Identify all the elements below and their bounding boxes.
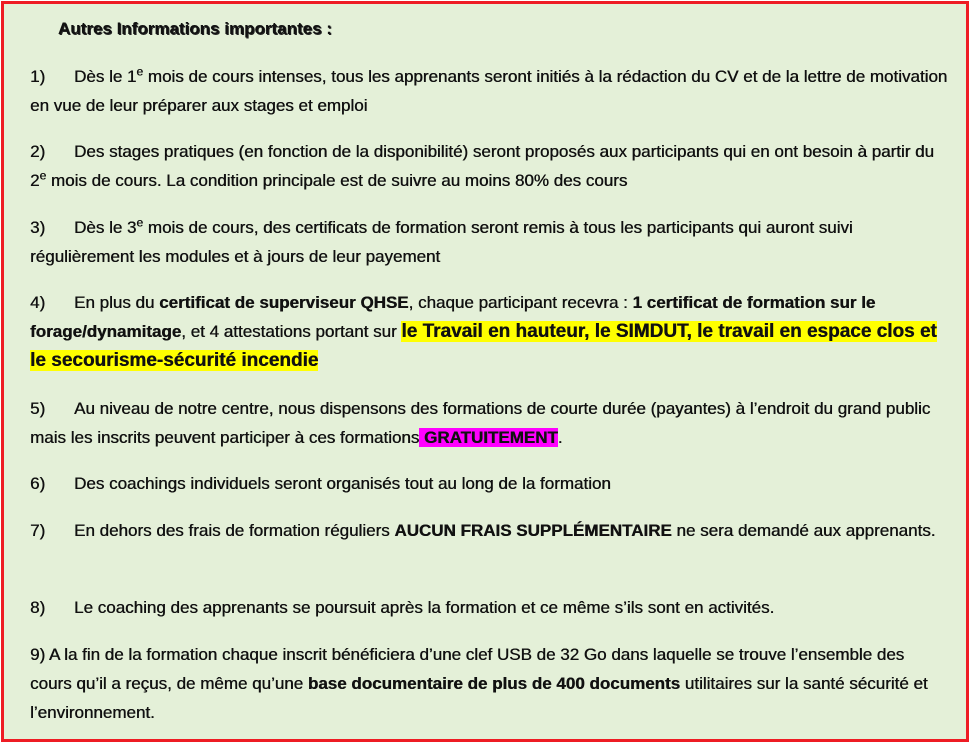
list-item-5: 5) Au niveau de notre centre, nous dispensons des formations de courte durée (payantes) à l’endroit du grand public mais les inscrits peuvent participer à ces formations GRATUITEMENT.: [30, 394, 950, 452]
list-item-4: 4) En plus du certificat de superviseur QHSE, chaque participant recevra : 1 certificat de formation sur le forage/dynamitage, et 4 attestations portant sur le Travail en hauteur, le SIMDUT, le travail en espace clos et le secourisme-sécurité incendie: [30, 288, 950, 375]
item-number: 6): [30, 474, 46, 493]
list-item-1: 1) Dès le 1e mois de cours intenses, tous les apprenants seront initiés à la rédaction du CV et de la lettre de motivation en vue de leur préparer aux stages et emploi: [30, 62, 950, 120]
info-box: [1, 1, 969, 742]
highlight-certifications: le Travail en hauteur, le SIMDUT, le travail en espace clos et le secourisme-sécurité incendie: [30, 321, 937, 371]
list-item-3: 3) Dès le 3e mois de cours, des certificats de formation seront remis à tous les participants qui auront suivi régulièrement les modules et à jours de leur payement: [30, 213, 950, 271]
item-number: 8): [30, 598, 46, 617]
section-title: Autres Informations importantes :: [58, 19, 332, 38]
item-number: 5): [30, 399, 46, 418]
list-item-2: 2) Des stages pratiques (en fonction de la disponibilité) seront proposés aux participants qui en ont besoin à partir du 2e mois de cours. La condition principale est de suivre au moins 80% des cours: [30, 137, 950, 195]
item-number: 4): [30, 293, 46, 312]
item-number: 1): [30, 67, 46, 86]
item-number: 3): [30, 218, 46, 237]
list-item-9: 9) A la fin de la formation chaque inscrit bénéficiera d’une clef USB de 32 Go dans laquelle se trouve l’ensemble des cours qu’il a reçus, de même qu’une base documentaire de plus de 400 documents utilitaires sur la santé sécurité et l’environnement.: [30, 645, 928, 722]
list-item-7: 7) En dehors des frais de formation réguliers AUCUN FRAIS SUPPLÉMENTAIRE ne sera demandé aux apprenants.: [30, 516, 950, 545]
highlight-gratuitement: GRATUITEMENT: [419, 428, 558, 447]
list-item-8: 8) Le coaching des apprenants se poursuit après la formation et ce même s’ils sont en activités.: [30, 593, 950, 622]
item-number: 2): [30, 142, 46, 161]
list-item-6: 6) Des coachings individuels seront organisés tout au long de la formation: [30, 469, 950, 498]
item-number: 7): [30, 521, 46, 540]
item-number: 9): [30, 645, 46, 664]
